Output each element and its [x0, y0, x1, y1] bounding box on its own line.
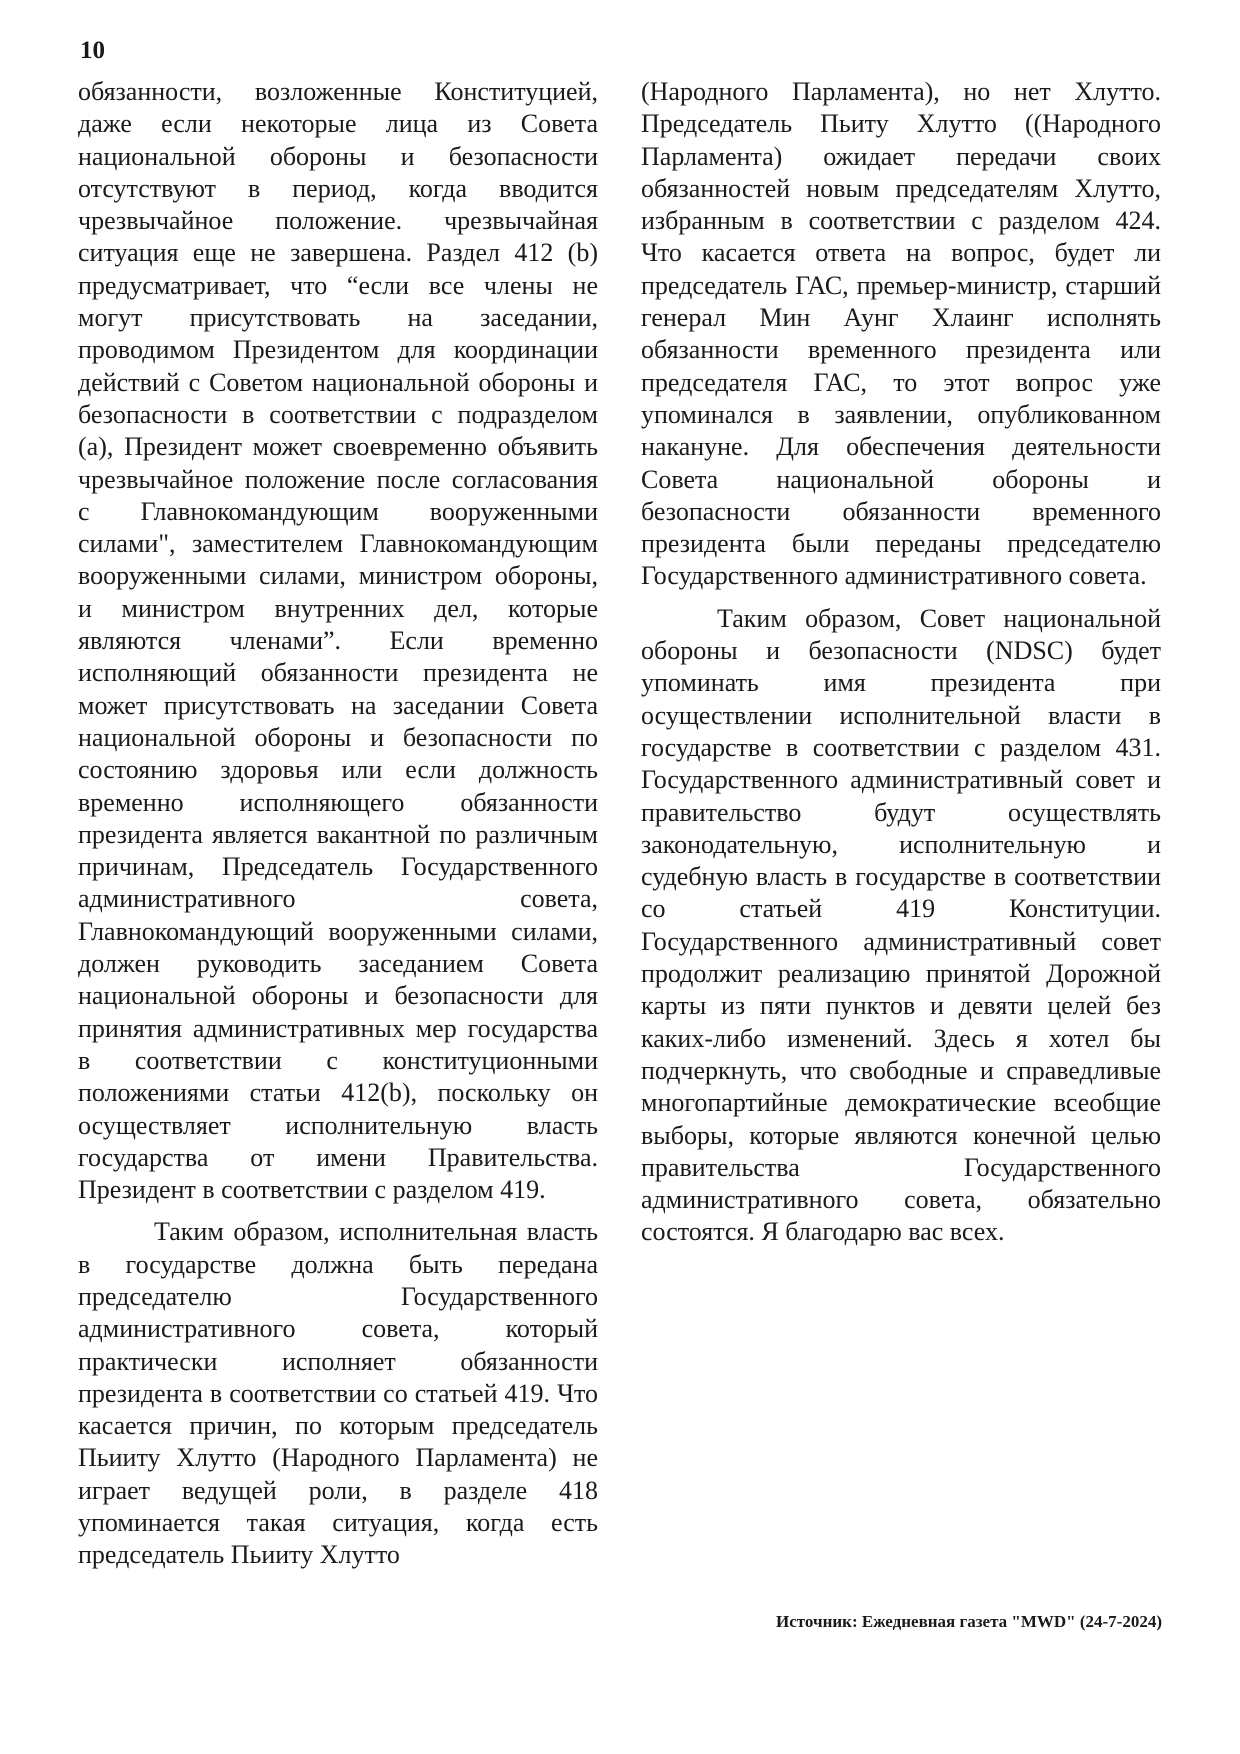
body-paragraph: Таким образом, исполнительная власть в государстве должна быть передана председателю Государственного административного совета, который практически исполняет обязанности президента в соответствии со статьей 419. Что касается причин, по которым председатель Пьииту Хлутто (Народного Парламента) не играет ведущей роли, в разделе 418 упоминается такая ситуация, когда есть председатель Пьииту Хлутто — [78, 1217, 598, 1570]
body-paragraph: (Народного Парламента), но нет Хлутто. Председатель Пьиту Хлутто ((Народного Парламента) ожидает передачи своих обязанностей новым председателям Хлутто, избранным в соответствии с разделом 424. Что касается ответа на вопрос, будет ли председатель ГАС, премьер-министр, старший генерал Мин Аунг Хлаинг исполнять обязанности временного президента или председателя ГАС, то этот вопрос уже упоминался в заявлении, опубликованном накануне. Для обеспечения деятельности Совета национальной обороны и безопасности обязанности временного президента были переданы председателю Государственного административного совета. — [641, 77, 1161, 591]
right-column — [641, 76, 1161, 1259]
page-number: 10 — [80, 37, 105, 64]
body-paragraph: обязанности, возложенные Конституцией, даже если некоторые лица из Совета национальной обороны и безопасности отсутствуют в период, когда вводится чрезвычайное положение. чрезвычайная ситуация еще не завершена. Раздел 412 (b) предусматривает, что “если все члены не могут присутствовать на заседании, проводимом Президентом для координации действий с Советом национальной обороны и безопасности в соответствии с подразделом (a), Президент может своевременно объявить чрезвычайное положение после согласования с Главнокомандующим вооруженными силами", заместителем Главнокомандующим вооруженными силами, министром обороны, и министром внутренних дел, которые являются членами”. Если временно исполняющий обязанности президента не может присутствовать на заседании Совета национальной обороны и безопасности по состоянию здоровья или если должность временно исполняющего обязанности президента является вакантной по различным причинам, Председатель Государственного административного совета, Главнокомандующий вооруженными силами, должен руководить заседанием Совета национальной обороны и безопасности для принятия административных мер государства в соответствии с конституционными положениями статьи 412(b), поскольку он осуществляет исполнительную власть государства от имени Правительства. Президент в соответствии с разделом 419. — [78, 77, 598, 1205]
body-paragraph: Таким образом, Совет национальной обороны и безопасности (NDSC) будет упоминать имя президента при осуществлении исполнительной власти в государстве в соответствии с разделом 431. Государственного административный совет и правительство будут осуществлять законодательную, исполнительную и судебную власть в государстве в соответствии со статьей 419 Конституции. Государственного административный совет продолжит реализацию принятой Дорожной карты из пяти пунктов и девяти целей без каких-либо изменений. Здесь я хотел бы подчеркнуть, что свободные и справедливые многопартийные демократические всеобщие выборы, которые являются конечной целью правительства Государственного административного совета, обязательно состоятся. Я благодарю вас всех. — [641, 603, 1161, 1247]
source-credit: Источник: Ежедневная газета "MWD" (24-7-2024) — [776, 1612, 1162, 1631]
left-column — [78, 76, 598, 1582]
